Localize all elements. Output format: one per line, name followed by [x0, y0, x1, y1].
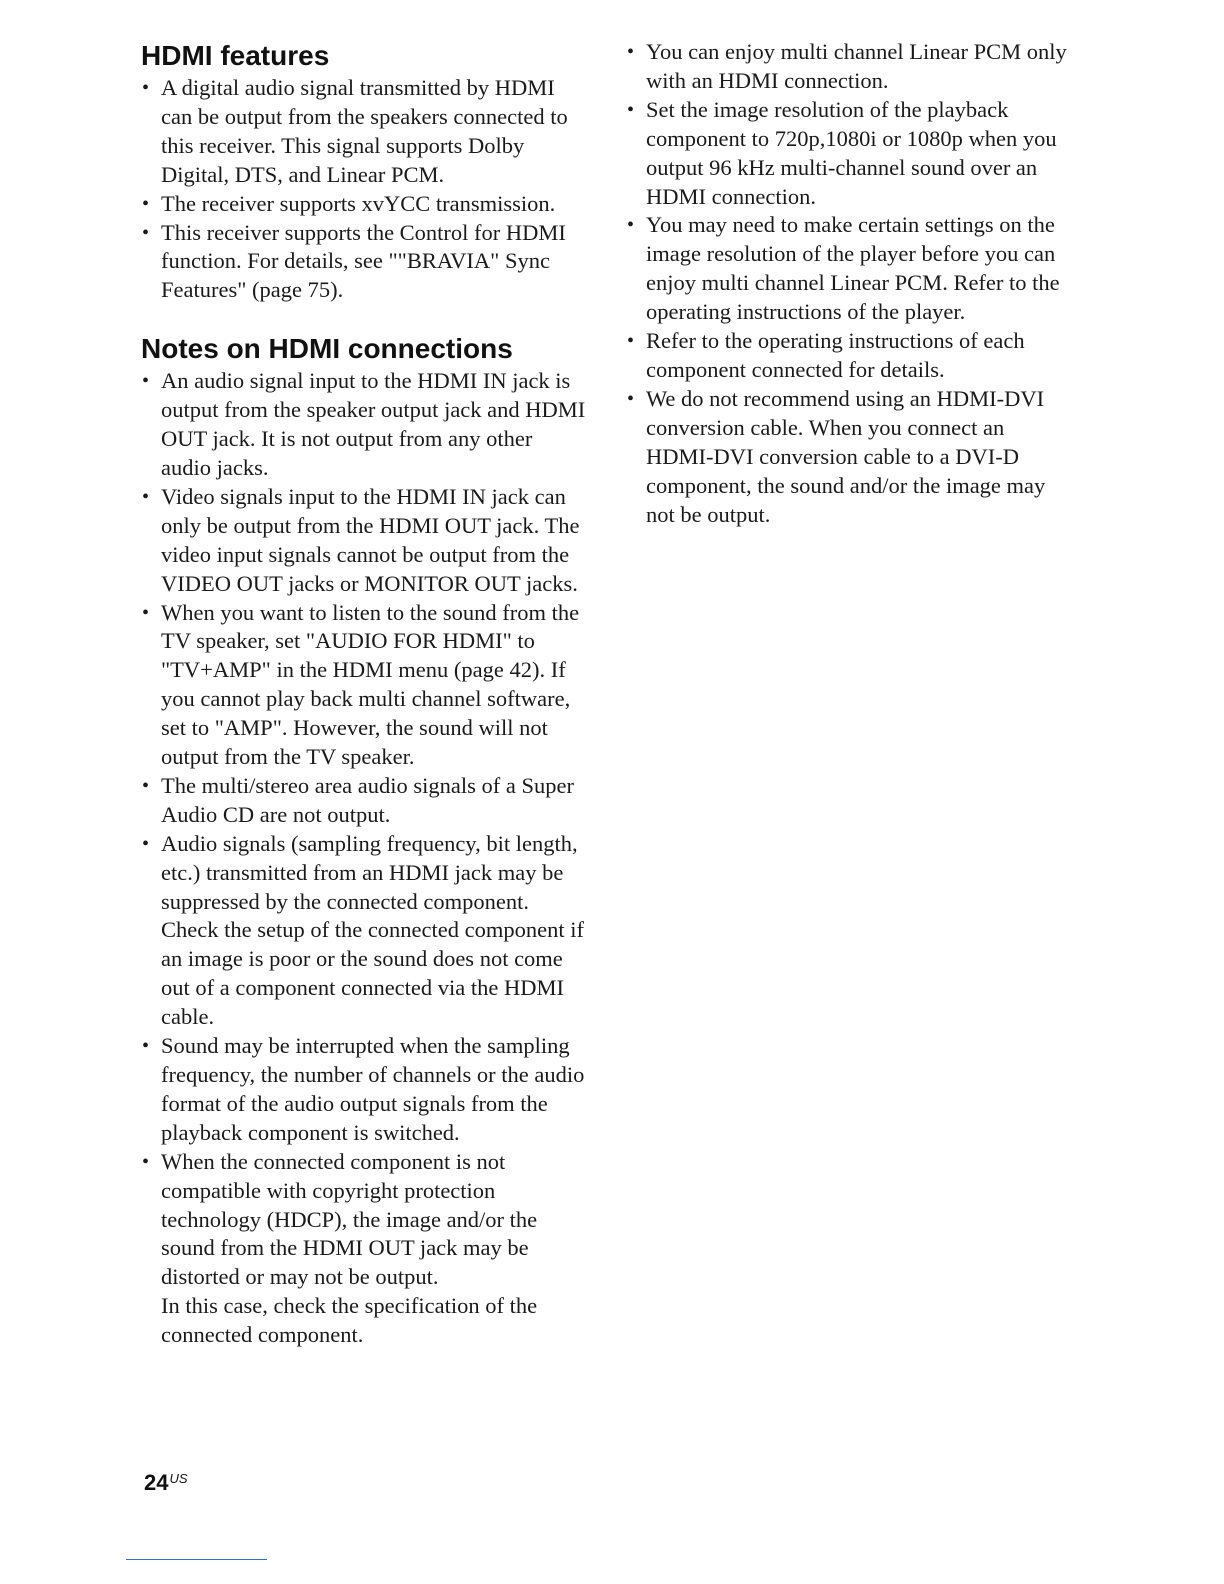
region-suffix: US [169, 1471, 188, 1486]
bottom-rule [126, 1559, 267, 1560]
list-item [626, 38, 1071, 96]
heading-notes-on-hdmi-connections: Notes on HDMI connections [141, 333, 513, 365]
list-item [141, 219, 586, 306]
bullet-icon: • [627, 98, 635, 121]
heading-hdmi-features: HDMI features [141, 40, 330, 71]
list-item-text: You may need to make certain settings on the image resolution of the player before you can enjoy multi channel Linear PCM. Refer to the operating instructions of the player. [646, 212, 1060, 325]
bullet-icon: • [627, 330, 635, 353]
list-item [141, 1032, 586, 1148]
bullet-icon: • [627, 41, 635, 63]
list-item-text: When the connected component is not compatible with copyright protection technology (HDCP), the image and/or the sound from the HDMI OUT jack may be distorted or may not be output. [161, 1148, 538, 1290]
list-item [141, 190, 586, 219]
right-column [626, 38, 1071, 529]
features-list [141, 74, 586, 305]
list-item [141, 367, 586, 483]
list-item-text: The receiver supports xvYCC transmission. [161, 190, 556, 216]
list-item [141, 483, 586, 599]
list-item-text: An audio signal input to the HDMI IN jack is output from the speaker output jack and HDMI OUT jack. It is not output from any other audio jacks. [161, 368, 586, 480]
bullet-icon: • [142, 370, 150, 393]
list-item [141, 74, 586, 190]
bullet-icon: • [142, 221, 150, 244]
list-item [141, 599, 586, 772]
bullet-icon: • [142, 485, 150, 508]
bullet-icon: • [142, 1035, 150, 1058]
list-item-continuation: In this case, check the specification of the connected component. [161, 1293, 538, 1348]
list-item-text: Set the image resolution of the playback component to 720p,1080i or 1080p when you output 96 kHz multi-channel sound over an HDMI connection. [646, 96, 1057, 209]
list-item-text: Audio signals (sampling frequency, bit length, etc.) transmitted from an HDMI jack may be suppressed by the connected component. Check the setup of the connected component if an image is poor or the sound does not come out of a component connected via the HDMI cable. [161, 830, 584, 1030]
notes-list-continued [626, 38, 1071, 529]
list-item-text: A digital audio signal transmitted by HDMI can be output from the speakers connected to this receiver. This signal supports Dolby Digital, DTS, and Linear PCM. [161, 75, 568, 187]
list-item-text: When you want to listen to the sound from the TV speaker, set "AUDIO FOR HDMI" to "TV+AMP" in the HDMI menu (page 42). If you cannot play back multi channel software, set to "AMP". However, the sound will not output from the TV speaker. [161, 599, 580, 770]
bullet-icon: • [627, 214, 635, 237]
list-item [141, 1148, 586, 1350]
bullet-icon: • [142, 77, 150, 99]
page-number-value: 24 [144, 1470, 169, 1495]
list-item-text: We do not recommend using an HDMI-DVI conversion cable. When you connect an HDMI-DVI conversion cable to a DVI-D component, the sound and/or the image may not be output. [646, 385, 1046, 527]
list-item-text: Sound may be interrupted when the sampling frequency, the number of channels or the audio format of the audio output signals from the playback component is switched. [161, 1033, 585, 1145]
list-item [626, 385, 1071, 530]
list-item-text: You can enjoy multi channel Linear PCM only with an HDMI connection. [646, 39, 1067, 93]
bullet-icon: • [142, 774, 150, 797]
list-item [141, 830, 586, 1032]
page-number [144, 1470, 188, 1496]
list-item-text: The multi/stereo area audio signals of a Super Audio CD are not output. [161, 772, 574, 827]
notes-list [141, 367, 586, 1350]
list-item [141, 772, 586, 830]
bullet-icon: • [142, 832, 150, 855]
bullet-icon: • [627, 387, 635, 410]
list-item-text: This receiver supports the Control for HDMI function. For details, see ""BRAVIA" Sync Features" (page 75). [161, 219, 566, 303]
bullet-icon: • [142, 1150, 150, 1173]
list-item [626, 211, 1071, 327]
list-item [626, 327, 1071, 385]
list-item-text: Refer to the operating instructions of each component connected for details. [646, 328, 1025, 382]
left-column [141, 38, 586, 1350]
bullet-icon: • [142, 601, 150, 624]
list-item [626, 96, 1071, 212]
bullet-icon: • [142, 192, 150, 215]
list-item-text: Video signals input to the HDMI IN jack can only be output from the HDMI OUT jack. The video input signals cannot be output from the VIDEO OUT jacks or MONITOR OUT jacks. [161, 483, 580, 596]
